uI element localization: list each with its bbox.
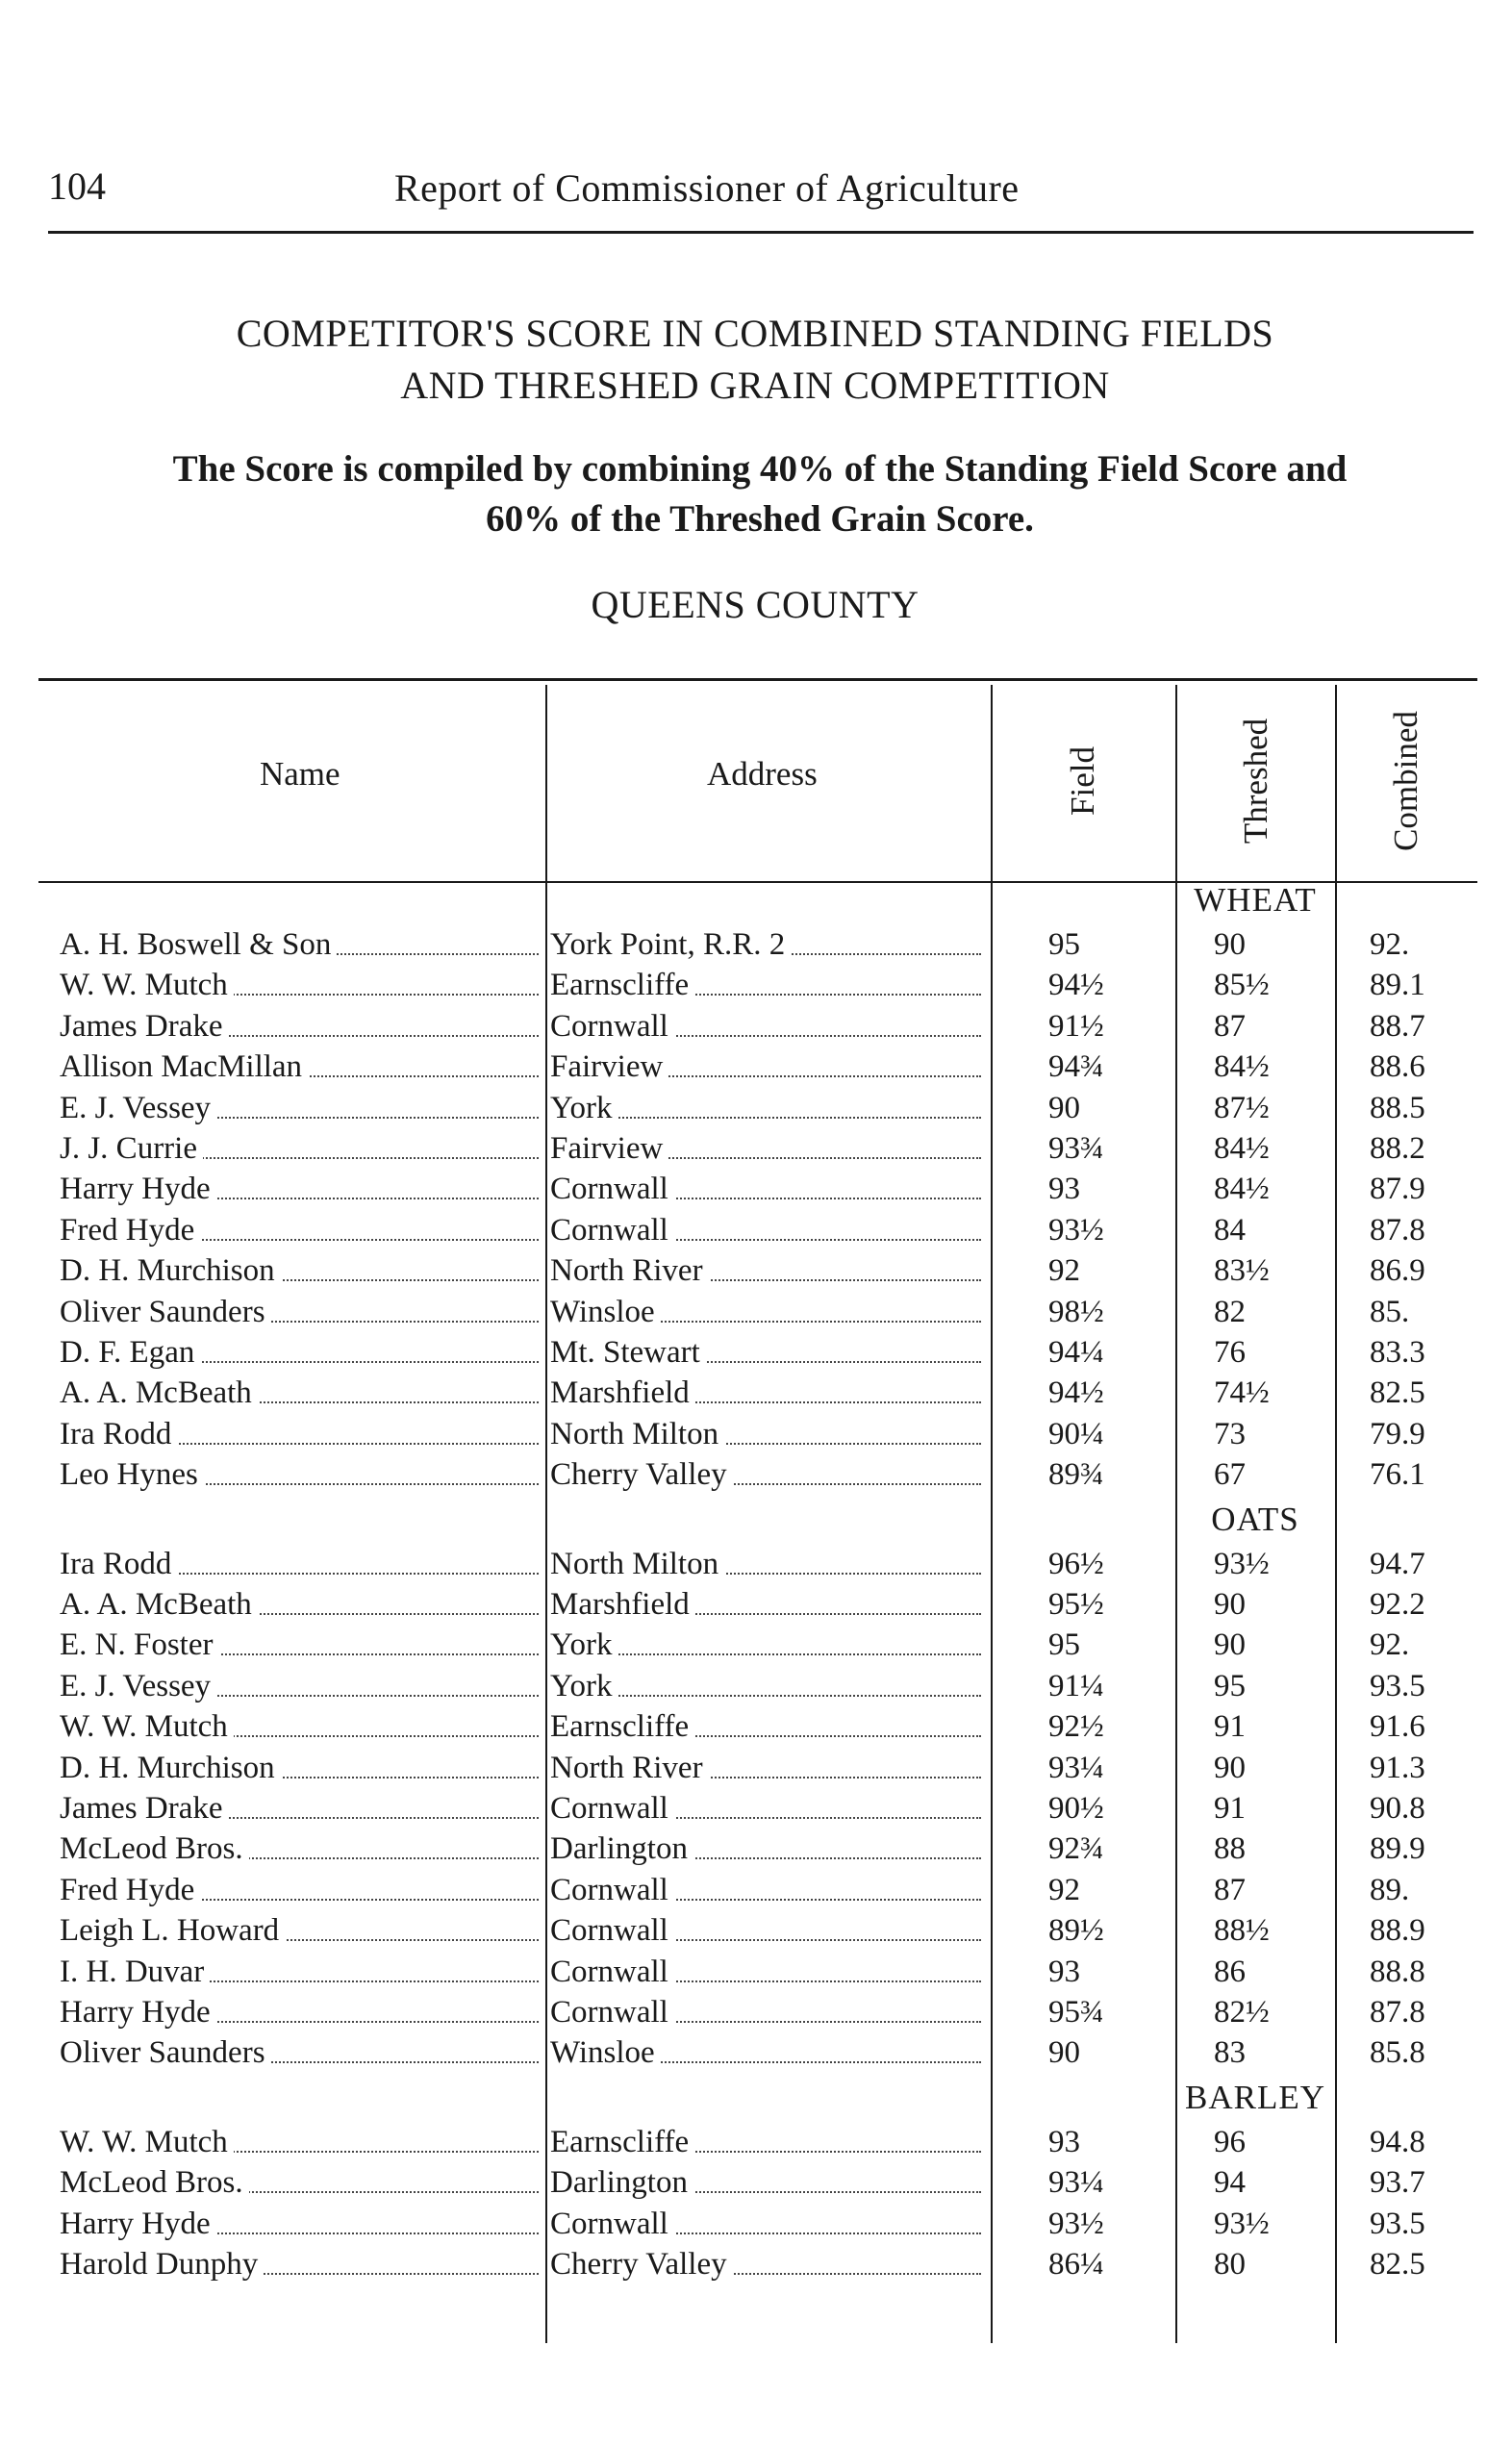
table-row	[0, 2035, 1512, 2076]
competitor-address: Cornwall	[550, 1172, 674, 1206]
table-row	[0, 1547, 1512, 1587]
table-row	[0, 1131, 1512, 1172]
field-score: 96½	[1048, 1547, 1110, 1581]
competitor-address: Cornwall	[550, 1213, 674, 1248]
competitor-name: James Drake	[60, 1009, 229, 1044]
section-label-barley: BARLEY	[1185, 2078, 1325, 2116]
combined-score: 79.9	[1370, 1417, 1431, 1451]
column-header-threshed: Threshed	[1237, 718, 1274, 845]
competitor-address: Darlington	[550, 1831, 693, 1866]
competitor-name: D. H. Murchison	[60, 1253, 281, 1288]
field-score: 93¼	[1048, 1751, 1110, 1785]
table-row	[0, 1873, 1512, 1913]
combined-score: 90.8	[1370, 1791, 1431, 1826]
page-number: 104	[48, 164, 106, 208]
table-row	[0, 1049, 1512, 1090]
threshed-score: 90	[1214, 1627, 1251, 1662]
competitor-name: A. A. McBeath	[60, 1375, 258, 1410]
threshed-score: 84	[1214, 1213, 1251, 1248]
table-title	[77, 308, 1433, 412]
field-score: 91½	[1048, 1009, 1110, 1044]
threshed-score: 84½	[1214, 1131, 1275, 1166]
combined-score: 85.8	[1370, 2035, 1431, 2070]
county-heading: QUEENS COUNTY	[591, 583, 920, 626]
competitor-name: Leigh L. Howard	[60, 1913, 285, 1948]
field-score: 92	[1048, 1253, 1086, 1288]
field-score: 95	[1048, 1627, 1086, 1662]
competitor-name: E. N. Foster	[60, 1627, 219, 1662]
table-row	[0, 1995, 1512, 2035]
competitor-name: A. H. Boswell & Son	[60, 927, 337, 962]
threshed-score: 87½	[1214, 1091, 1275, 1125]
column-header-address: Address	[707, 755, 818, 793]
table-row	[0, 927, 1512, 968]
threshed-score: 84½	[1214, 1172, 1275, 1206]
threshed-score: 87	[1214, 1009, 1251, 1044]
threshed-score: 83	[1214, 2035, 1251, 2070]
threshed-score: 84½	[1214, 1049, 1275, 1084]
threshed-score: 80	[1214, 2247, 1251, 2282]
table-title-line-2: AND THRESHED GRAIN COMPETITION	[400, 364, 1110, 407]
combined-score: 85.	[1370, 1295, 1415, 1329]
section-label-wheat: WHEAT	[1194, 881, 1317, 919]
field-score: 86¼	[1048, 2247, 1110, 2282]
table-row	[0, 1669, 1512, 1709]
combined-score: 88.6	[1370, 1049, 1431, 1084]
competitor-address: North River	[550, 1751, 709, 1785]
combined-score: 76.1	[1370, 1457, 1431, 1492]
competitor-address: Fairview	[550, 1131, 668, 1166]
combined-score: 93.7	[1370, 2165, 1431, 2200]
combined-score: 87.8	[1370, 1995, 1431, 2030]
table-row	[0, 1295, 1512, 1335]
table-row	[0, 1335, 1512, 1375]
competitor-address: York Point, R.R. 2	[550, 927, 791, 962]
competitor-address: Cornwall	[550, 1791, 674, 1826]
table-row	[0, 1587, 1512, 1627]
competitor-address: North River	[550, 1253, 709, 1288]
combined-score: 93.5	[1370, 1669, 1431, 1703]
field-score: 95¾	[1048, 1995, 1110, 2030]
column-header-field: Field	[1064, 746, 1101, 816]
field-score: 93½	[1048, 2207, 1110, 2241]
competitor-address: Fairview	[550, 1049, 668, 1084]
combined-score: 92.2	[1370, 1587, 1431, 1622]
threshed-score: 91	[1214, 1791, 1251, 1826]
combined-score: 82.5	[1370, 2247, 1431, 2282]
competitor-name: Harry Hyde	[60, 2207, 216, 2241]
table-row	[0, 2207, 1512, 2247]
threshed-score: 96	[1214, 2125, 1251, 2159]
field-score: 90	[1048, 1091, 1086, 1125]
competitor-address: York	[550, 1091, 618, 1125]
combined-score: 89.	[1370, 1873, 1415, 1907]
competitor-address: North Milton	[550, 1547, 724, 1581]
table-row	[0, 1457, 1512, 1498]
combined-score: 88.8	[1370, 1955, 1431, 1989]
field-score: 90¼	[1048, 1417, 1110, 1451]
competitor-name: D. H. Murchison	[60, 1751, 281, 1785]
threshed-score: 94	[1214, 2165, 1251, 2200]
competitor-address: York	[550, 1627, 618, 1662]
competitor-address: Winsloe	[550, 2035, 661, 2070]
combined-score: 88.5	[1370, 1091, 1431, 1125]
combined-score: 92.	[1370, 1627, 1415, 1662]
field-score: 90	[1048, 2035, 1086, 2070]
field-score: 94¼	[1048, 1335, 1110, 1370]
combined-score: 87.9	[1370, 1172, 1431, 1206]
combined-score: 94.7	[1370, 1547, 1431, 1581]
table-row	[0, 2247, 1512, 2287]
table-row	[0, 1955, 1512, 1995]
table-row	[0, 1375, 1512, 1416]
competitor-name: W. W. Mutch	[60, 1709, 234, 1744]
table-top-rule	[38, 678, 1477, 681]
table-subtitle-line-1: The Score is compiled by combining 40% of the Standing Field Score and	[172, 448, 1348, 490]
section-label-oats: OATS	[1211, 1500, 1299, 1538]
combined-score: 94.8	[1370, 2125, 1431, 2159]
table-subtitle-line-2: 60% of the Threshed Grain Score.	[486, 498, 1034, 540]
combined-score: 82.5	[1370, 1375, 1431, 1410]
field-score: 92½	[1048, 1709, 1110, 1744]
competitor-name: J. J. Currie	[60, 1131, 203, 1166]
competitor-address: Cherry Valley	[550, 2247, 733, 2282]
threshed-score: 93½	[1214, 2207, 1275, 2241]
threshed-score: 85½	[1214, 968, 1275, 1002]
table-row	[0, 1172, 1512, 1212]
combined-score: 88.2	[1370, 1131, 1431, 1166]
threshed-score: 86	[1214, 1955, 1251, 1989]
threshed-score: 83½	[1214, 1253, 1275, 1288]
threshed-score: 82½	[1214, 1995, 1275, 2030]
field-score: 98½	[1048, 1295, 1110, 1329]
threshed-score: 90	[1214, 927, 1251, 962]
threshed-score: 67	[1214, 1457, 1251, 1492]
table-subtitle	[38, 444, 1481, 544]
table-row	[0, 2165, 1512, 2206]
combined-score: 89.9	[1370, 1831, 1431, 1866]
combined-score: 91.3	[1370, 1751, 1431, 1785]
competitor-address: Mt. Stewart	[550, 1335, 706, 1370]
threshed-score: 82	[1214, 1295, 1251, 1329]
threshed-score: 90	[1214, 1587, 1251, 1622]
running-title: Report of Commissioner of Agriculture	[394, 166, 1020, 210]
competitor-address: Earnscliffe	[550, 2125, 694, 2159]
field-score: 90½	[1048, 1791, 1110, 1826]
competitor-address: Darlington	[550, 2165, 693, 2200]
competitor-address: Cornwall	[550, 1009, 674, 1044]
combined-score: 92.	[1370, 927, 1415, 962]
field-score: 95½	[1048, 1587, 1110, 1622]
competitor-name: Ira Rodd	[60, 1417, 177, 1451]
competitor-name: E. J. Vessey	[60, 1091, 216, 1125]
table-row	[0, 2125, 1512, 2165]
competitor-address: Cornwall	[550, 1955, 674, 1989]
field-score: 94½	[1048, 1375, 1110, 1410]
field-score: 91¼	[1048, 1669, 1110, 1703]
threshed-score: 88½	[1214, 1913, 1275, 1948]
threshed-score: 91	[1214, 1709, 1251, 1744]
header-rule	[48, 231, 1474, 234]
competitor-name: W. W. Mutch	[60, 2125, 234, 2159]
threshed-score: 88	[1214, 1831, 1251, 1866]
competitor-address: Cornwall	[550, 1873, 674, 1907]
combined-score: 86.9	[1370, 1253, 1431, 1288]
field-score: 93	[1048, 1955, 1086, 1989]
page-header	[48, 164, 1474, 231]
column-header-combined: Combined	[1387, 711, 1424, 851]
competitor-address: Marshfield	[550, 1587, 695, 1622]
competitor-name: Oliver Saunders	[60, 2035, 271, 2070]
competitor-address: Winsloe	[550, 1295, 661, 1329]
table-row	[0, 1213, 1512, 1253]
competitor-name: Harry Hyde	[60, 1995, 216, 2030]
table-row	[0, 1417, 1512, 1457]
table-row	[0, 1091, 1512, 1131]
field-score: 93	[1048, 2125, 1086, 2159]
combined-score: 83.3	[1370, 1335, 1431, 1370]
combined-score: 87.8	[1370, 1213, 1431, 1248]
threshed-score: 95	[1214, 1669, 1251, 1703]
competitor-name: E. J. Vessey	[60, 1669, 216, 1703]
competitor-address: Earnscliffe	[550, 968, 694, 1002]
table-row	[0, 1751, 1512, 1791]
field-score: 93¾	[1048, 1131, 1110, 1166]
competitor-address: Cornwall	[550, 2207, 674, 2241]
table-row	[0, 1831, 1512, 1872]
competitor-address: North Milton	[550, 1417, 724, 1451]
field-score: 92¾	[1048, 1831, 1110, 1866]
field-score: 89¾	[1048, 1457, 1110, 1492]
competitor-name: D. F. Egan	[60, 1335, 200, 1370]
competitor-name: Oliver Saunders	[60, 1295, 271, 1329]
threshed-score: 90	[1214, 1751, 1251, 1785]
competitor-name: Harry Hyde	[60, 1172, 216, 1206]
combined-score: 88.7	[1370, 1009, 1431, 1044]
column-header-name: Name	[260, 755, 340, 793]
competitor-address: Earnscliffe	[550, 1709, 694, 1744]
competitor-name: Harold Dunphy	[60, 2247, 264, 2282]
field-score: 93½	[1048, 1213, 1110, 1248]
field-score: 94¾	[1048, 1049, 1110, 1084]
competitor-name: Ira Rodd	[60, 1547, 177, 1581]
competitor-name: Fred Hyde	[60, 1213, 200, 1248]
combined-score: 91.6	[1370, 1709, 1431, 1744]
combined-score: 89.1	[1370, 968, 1431, 1002]
threshed-score: 87	[1214, 1873, 1251, 1907]
table-row	[0, 1627, 1512, 1668]
threshed-score: 93½	[1214, 1547, 1275, 1581]
competitor-name: A. A. McBeath	[60, 1587, 258, 1622]
competitor-name: Allison MacMillan	[60, 1049, 308, 1084]
competitor-name: James Drake	[60, 1791, 229, 1826]
field-score: 95	[1048, 927, 1086, 962]
competitor-name: Fred Hyde	[60, 1873, 200, 1907]
table-row	[0, 1709, 1512, 1750]
field-score: 92	[1048, 1873, 1086, 1907]
competitor-name: McLeod Bros.	[60, 2165, 249, 2200]
combined-score: 93.5	[1370, 2207, 1431, 2241]
field-score: 93	[1048, 1172, 1086, 1206]
competitor-address: Cornwall	[550, 1995, 674, 2030]
threshed-score: 76	[1214, 1335, 1251, 1370]
threshed-score: 74½	[1214, 1375, 1275, 1410]
competitor-address: Marshfield	[550, 1375, 695, 1410]
table-title-line-1: COMPETITOR'S SCORE IN COMBINED STANDING FIELDS	[236, 312, 1274, 355]
table-row	[0, 1913, 1512, 1954]
field-score: 93¼	[1048, 2165, 1110, 2200]
competitor-address: Cherry Valley	[550, 1457, 733, 1492]
table-row	[0, 1791, 1512, 1831]
table-row	[0, 968, 1512, 1008]
competitor-address: Cornwall	[550, 1913, 674, 1948]
competitor-address: York	[550, 1669, 618, 1703]
field-score: 94½	[1048, 968, 1110, 1002]
table-row	[0, 1253, 1512, 1294]
field-score: 89½	[1048, 1913, 1110, 1948]
table-row	[0, 1009, 1512, 1049]
combined-score: 88.9	[1370, 1913, 1431, 1948]
competitor-name: W. W. Mutch	[60, 968, 234, 1002]
competitor-name: McLeod Bros.	[60, 1831, 249, 1866]
competitor-name: I. H. Duvar	[60, 1955, 210, 1989]
threshed-score: 73	[1214, 1417, 1251, 1451]
competitor-name: Leo Hynes	[60, 1457, 204, 1492]
